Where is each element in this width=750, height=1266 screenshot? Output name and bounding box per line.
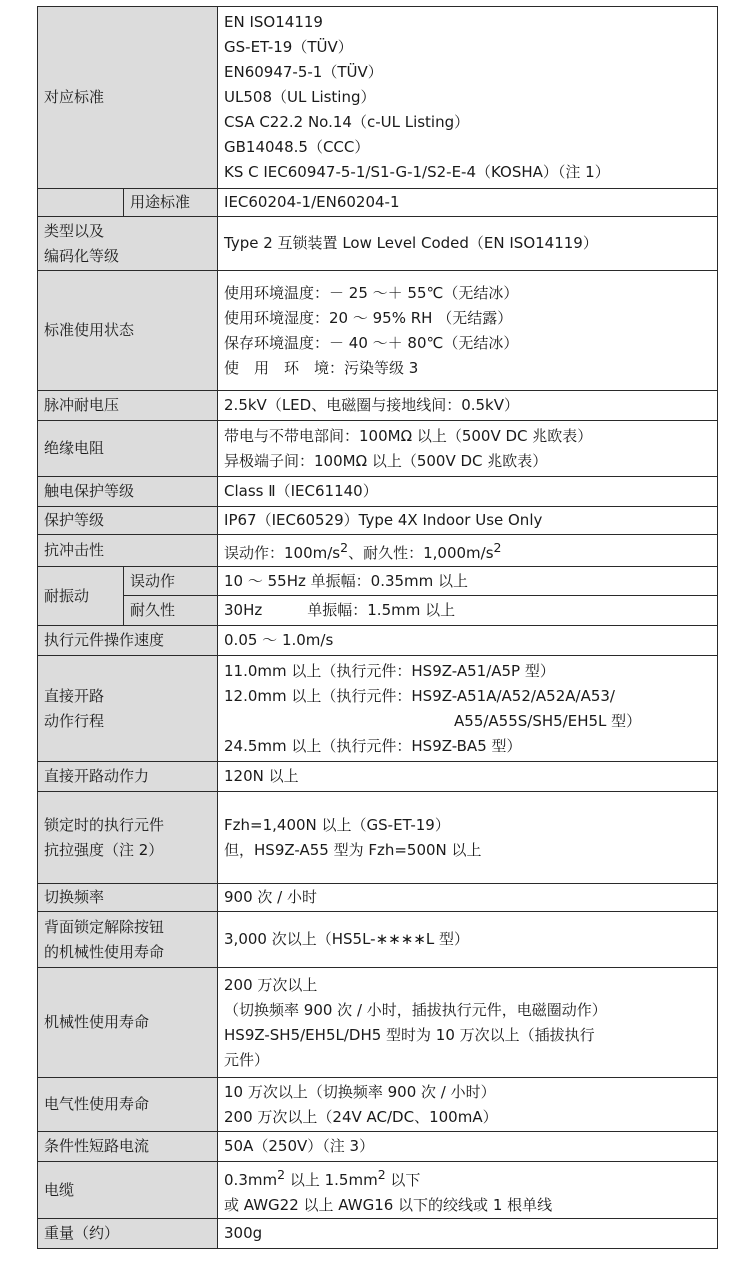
label-shock-resistance: 抗冲击性	[38, 535, 218, 567]
row-cable	[38, 1162, 718, 1219]
label-short-circuit: 条件性短路电流	[38, 1132, 218, 1162]
label-vibration-durability: 耐久性	[124, 596, 218, 626]
row-application	[38, 189, 718, 217]
label-actuator-speed: 执行元件操作速度	[38, 626, 218, 656]
value-application: IEC60204-1/EN60204-1	[218, 189, 718, 217]
standard-line: CSA C22.2 No.14（c-UL Listing）	[224, 113, 470, 131]
row-insulation	[38, 421, 718, 477]
label-cable: 电缆	[38, 1162, 218, 1219]
row-standards	[38, 7, 718, 189]
label-switching-frequency: 切换频率	[38, 884, 218, 912]
row-direct-opening-travel	[38, 656, 718, 762]
value-standards	[218, 7, 718, 189]
row-switching-frequency	[38, 884, 718, 912]
label-protection: 保护等级	[38, 507, 218, 535]
label-direct-opening-force: 直接开路动作力	[38, 762, 218, 792]
label-type-level: 类型以及 编码化等级	[38, 217, 218, 271]
standard-line: GS-ET-19（TÜV）	[224, 38, 353, 56]
value-shock-resistance: 误动作：$100m/s^2$、耐久性：$1,000m/s^2$	[218, 535, 718, 567]
label-direct-opening-travel: 直接开路 动作行程	[38, 656, 218, 762]
value-switching-frequency: 900 次 / 小时	[218, 884, 718, 912]
standard-line: EN60947-5-1（TÜV）	[224, 63, 383, 81]
row-weight	[38, 1219, 718, 1249]
label-operating-conditions: 标准使用状态	[38, 271, 218, 391]
value-vibration-malfunction: 10 ～ 55Hz 单振幅：0.35mm 以上	[218, 567, 718, 596]
label-impulse-voltage: 脉冲耐电压	[38, 391, 218, 421]
row-type-level	[38, 217, 718, 271]
standard-line: EN ISO14119	[224, 13, 323, 31]
label-vibration-malfunction: 误动作	[124, 567, 218, 596]
value-cable: $0.3mm^2$ 以上 $1.5mm^2$ 以下 或 AWG22 以上 AWG16 以下的绞线或 1 根单线	[218, 1162, 718, 1219]
row-tensile-strength	[38, 792, 718, 884]
row-operating-conditions	[38, 271, 718, 391]
row-short-circuit	[38, 1132, 718, 1162]
row-protection	[38, 507, 718, 535]
row-shock-protection	[38, 477, 718, 507]
row-shock-resistance	[38, 535, 718, 567]
row-impulse-voltage	[38, 391, 718, 421]
value-insulation: 带电与不带电部间：100MΩ 以上（500V DC 兆欧表） 异极端子间：100MΩ 以上（500V DC 兆欧表）	[218, 421, 718, 477]
label-mechanical-life: 机械性使用寿命	[38, 968, 218, 1078]
row-vibration-durability	[38, 596, 718, 626]
value-short-circuit: 50A（250V）（注 3）	[218, 1132, 718, 1162]
value-shock-protection: Class Ⅱ（IEC61140）	[218, 477, 718, 507]
standard-line: GB14048.5（CCC）	[224, 138, 370, 156]
value-protection: IP67（IEC60529）Type 4X Indoor Use Only	[218, 507, 718, 535]
value-tensile-strength: Fzh=1,400N 以上（GS-ET-19） 但，HS9Z-A55 型为 Fzh=500N 以上	[218, 792, 718, 884]
row-vibration-malfunction	[38, 567, 718, 596]
value-weight: 300g	[218, 1219, 718, 1249]
value-electrical-life: 10 万次以上（切换频率 900 次 / 小时） 200 万次以上（24V AC/DC、100mA）	[218, 1078, 718, 1132]
standard-line: KS C IEC60947-5-1/S1-G-1/S2-E-4（KOSHA）（注 1）	[224, 163, 610, 181]
label-standards: 对应标准	[38, 7, 218, 189]
label-insulation: 绝缘电阻	[38, 421, 218, 477]
value-impulse-voltage: 2.5kV（LED、电磁圈与接地线间：0.5kV）	[218, 391, 718, 421]
row-direct-opening-force	[38, 762, 718, 792]
row-rear-unlock-life	[38, 912, 718, 968]
label-weight: 重量（约）	[38, 1219, 218, 1249]
row-mechanical-life	[38, 968, 718, 1078]
spec-table	[37, 6, 718, 1249]
label-shock-protection: 触电保护等级	[38, 477, 218, 507]
row-electrical-life	[38, 1078, 718, 1132]
label-application: 用途标准	[124, 189, 218, 217]
value-operating-conditions: 使用环境温度：－ 25 ～＋ 55℃（无结冰） 使用环境湿度：20 ～ 95% RH （无结露） 保存环境温度：－ 40 ～＋ 80℃（无结冰） 使 用 环 境：污染等级 3	[218, 271, 718, 391]
row-actuator-speed	[38, 626, 718, 656]
label-vibration: 耐振动	[38, 567, 124, 626]
label-electrical-life: 电气性使用寿命	[38, 1078, 218, 1132]
value-vibration-durability: 30Hz 单振幅：1.5mm 以上	[218, 596, 718, 626]
value-direct-opening-travel: 11.0mm 以上（执行元件：HS9Z-A51/A5P 型） 12.0mm 以上（执行元件：HS9Z-A51A/A52/A52A/A53/ A55/A55S/SH5/EH5L 型） 24.5mm 以上（执行元件：HS9Z-BA5 型）	[218, 656, 718, 762]
value-direct-opening-force: 120N 以上	[218, 762, 718, 792]
label-rear-unlock-life: 背面锁定解除按钮 的机械性使用寿命	[38, 912, 218, 968]
label-tensile-strength: 锁定时的执行元件 抗拉强度（注 2）	[38, 792, 218, 884]
value-type-level: Type 2 互锁装置 Low Level Coded（EN ISO14119）	[218, 217, 718, 271]
label-blank	[38, 189, 124, 217]
standard-line: UL508（UL Listing）	[224, 88, 376, 106]
value-rear-unlock-life: 3,000 次以上（HS5L-∗∗∗∗L 型）	[218, 912, 718, 968]
value-mechanical-life: 200 万次以上 （切换频率 900 次 / 小时，插拔执行元件，电磁圈动作） HS9Z-SH5/EH5L/DH5 型时为 10 万次以上（插拔执行 元件）	[218, 968, 718, 1078]
value-actuator-speed: 0.05 ～ 1.0m/s	[218, 626, 718, 656]
